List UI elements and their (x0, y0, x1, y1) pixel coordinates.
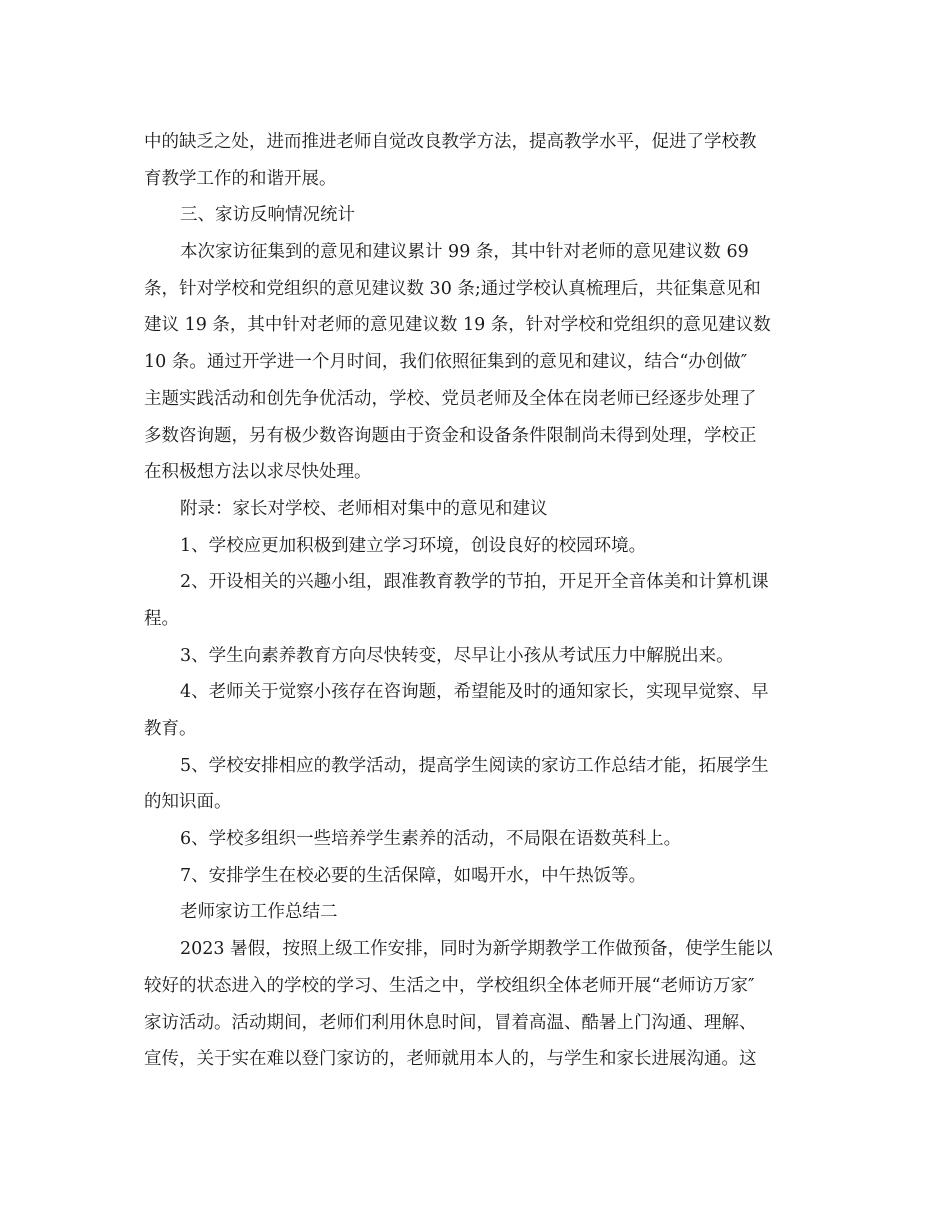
paragraph-line: 本次家访征集到的意见和建议累计 99 条，其中针对老师的意见建议数 69 (180, 242, 749, 263)
paragraph-line: 6、学校多组织一些培养学生素养的活动，不局限在语数英科上。 (180, 829, 682, 850)
paragraph-line: 的知识面。 (144, 792, 232, 813)
paragraph-line: 育教学工作的和谐开展。 (144, 168, 337, 189)
paragraph-line: 老师家访工作总结二 (180, 902, 338, 923)
paragraph-line: 家访活动。活动期间，老师们利用休息时间，冒着高温、酷暑上门沟通、理解、 (144, 1012, 757, 1033)
paragraph-line: 教育。 (144, 719, 197, 739)
paragraph-line: 7、安排学生在校必要的生活保障，如喝开水，中午热饭等。 (180, 865, 647, 886)
paragraph-line: 主题实践活动和创先争优活动，学校、党员老师及全体在岗老师已经逐步处理了 (144, 388, 757, 409)
paragraph-line: 建议 19 条，其中针对老师的意见建议数 19 条，针对学校和党组织的意见建议数 (144, 315, 771, 336)
paragraph-line: 2023 暑假，按照上级工作安排，同时为新学期教学工作做预备，使学生能以 (180, 939, 773, 960)
paragraph-line: 程。 (144, 608, 179, 629)
paragraph-line: 附录：家长对学校、老师相对集中的意见和建议 (180, 498, 548, 519)
paragraph-line: 3、学生向素养教育方向尽快转变，尽早让小孩从考试压力中解脱出来。 (180, 645, 734, 666)
paragraph-line: 三、家访反响情况统计 (180, 205, 355, 226)
paragraph-line: 1、学校应更加积极到建立学习环境，创设良好的校园环境。 (180, 535, 647, 556)
paragraph-line: 2、开设相关的兴趣小组，跟准教育教学的节拍，开足开全音体美和计算机课 (180, 572, 769, 593)
paragraph-line: 条，针对学校和党组织的意见建议数 30 条;通过学校认真梳理后，共征集意见和 (144, 278, 761, 299)
paragraph-line: 4、老师关于觉察小孩存在咨询题，希望能及时的通知家长，实现早觉察、早 (180, 682, 769, 703)
paragraph-line: 在积极想方法以求尽快处理。 (144, 462, 372, 483)
paragraph-line: 宣传，关于实在难以登门家访的，老师就用本人的，与学生和家长进展沟通。这 (144, 1049, 757, 1070)
paragraph-line: 较好的状态进入的学校的学习、生活之中，学校组织全体老师开展“老师访万家″ (144, 975, 755, 996)
paragraph-line: 多数咨询题，另有极少数咨询题由于资金和设备条件限制尚未得到处理，学校正 (144, 425, 757, 446)
paragraph-line: 5、学校安排相应的教学活动，提高学生阅读的家访工作总结才能，拓展学生 (180, 755, 769, 776)
paragraph-line: 10 条。通过开学进一个月时间，我们依照征集到的意见和建议，结合“办创做″ (144, 352, 748, 373)
document-body (144, 124, 808, 1078)
paragraph-line: 中的缺乏之处，进而推进老师自觉改良教学方法，提高教学水平，促进了学校教 (144, 132, 757, 152)
